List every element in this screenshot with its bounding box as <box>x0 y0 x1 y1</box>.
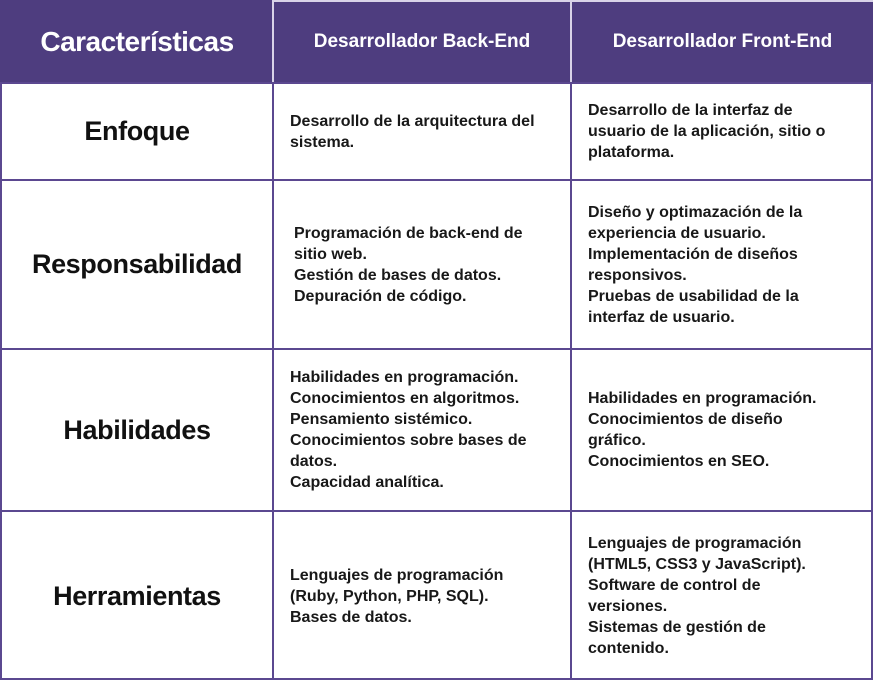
text-line: gráfico. <box>588 432 646 449</box>
header-col1-label: Características <box>40 26 234 57</box>
text-line: Habilidades en programación. <box>588 390 817 407</box>
frontend-text-responsabilidad <box>588 202 802 328</box>
text-line: Habilidades en programación. <box>290 369 519 386</box>
header-backend <box>272 0 570 82</box>
text-line: Conocimientos de diseño <box>588 411 783 428</box>
frontend-text-enfoque <box>588 100 825 163</box>
text-line: Lenguajes de programación <box>290 566 504 584</box>
text-line: usuario de la aplicación, sitio o <box>588 123 826 140</box>
text-line: Conocimientos en SEO. <box>588 453 770 470</box>
text-line: Desarrollo de la arquitectura del <box>290 112 535 130</box>
backend-cell-habilidades <box>272 348 570 510</box>
backend-cell-responsabilidad <box>272 179 570 348</box>
row-label-cell <box>0 82 272 179</box>
text-line: responsivos. <box>588 266 687 284</box>
text-line: Pensamiento sistémico. <box>290 411 473 428</box>
text-line: datos. <box>290 453 338 470</box>
row-label-cell <box>0 510 272 680</box>
backend-cell-enfoque <box>272 82 570 179</box>
text-line: (HTML5, CSS3 y JavaScript). <box>588 556 806 573</box>
text-line: Software de control de <box>588 577 761 594</box>
row-label-responsabilidad: Responsabilidad <box>31 249 243 279</box>
frontend-cell-responsabilidad <box>570 179 873 348</box>
text-line: Diseño y optimazación de la <box>588 203 803 221</box>
text-line: interfaz de usuario. <box>588 308 735 326</box>
row-label-cell <box>0 179 272 348</box>
text-line: Sistemas de gestión de <box>588 619 766 636</box>
header-col2-label: Desarrollador Back-End <box>313 31 531 52</box>
text-line: Depuración de código. <box>294 287 467 305</box>
backend-text-habilidades <box>290 367 527 493</box>
row-label-cell <box>0 348 272 510</box>
text-line: experiencia de usuario. <box>588 224 766 242</box>
text-line: Conocimientos sobre bases de <box>290 432 527 449</box>
text-line: Capacidad analítica. <box>290 474 444 491</box>
backend-text-responsabilidad <box>294 223 523 307</box>
header-col3-label: Desarrollador Front-End <box>612 31 833 52</box>
text-line: Bases de datos. <box>290 608 412 626</box>
text-line: contenido. <box>588 640 669 657</box>
frontend-cell-habilidades <box>570 348 873 510</box>
row-label-enfoque: Enfoque <box>84 116 190 146</box>
backend-text-herramientas <box>290 565 503 628</box>
header-caracteristicas <box>0 0 272 82</box>
text-line: Conocimientos en algoritmos. <box>290 390 520 407</box>
frontend-cell-enfoque <box>570 82 873 179</box>
backend-cell-herramientas <box>272 510 570 680</box>
header-frontend <box>570 0 873 82</box>
text-line: (Ruby, Python, PHP, SQL). <box>290 587 489 605</box>
row-label-herramientas: Herramientas <box>53 580 221 611</box>
frontend-cell-herramientas <box>570 510 873 680</box>
frontend-text-herramientas <box>588 533 806 659</box>
backend-text-enfoque <box>290 111 535 153</box>
text-line: Desarrollo de la interfaz de <box>588 102 793 119</box>
frontend-text-habilidades <box>588 388 817 472</box>
text-line: Implementación de diseños <box>588 245 798 263</box>
text-line: Pruebas de usabilidad de la <box>588 287 799 305</box>
text-line: Programación de back-end de <box>294 224 523 242</box>
text-line: sistema. <box>290 133 355 151</box>
row-label-habilidades: Habilidades <box>63 414 211 445</box>
text-line: sitio web. <box>294 245 367 263</box>
text-line: versiones. <box>588 598 668 615</box>
text-line: Gestión de bases de datos. <box>294 266 502 284</box>
text-line: Lenguajes de programación <box>588 535 802 552</box>
text-line: plataforma. <box>588 144 675 161</box>
